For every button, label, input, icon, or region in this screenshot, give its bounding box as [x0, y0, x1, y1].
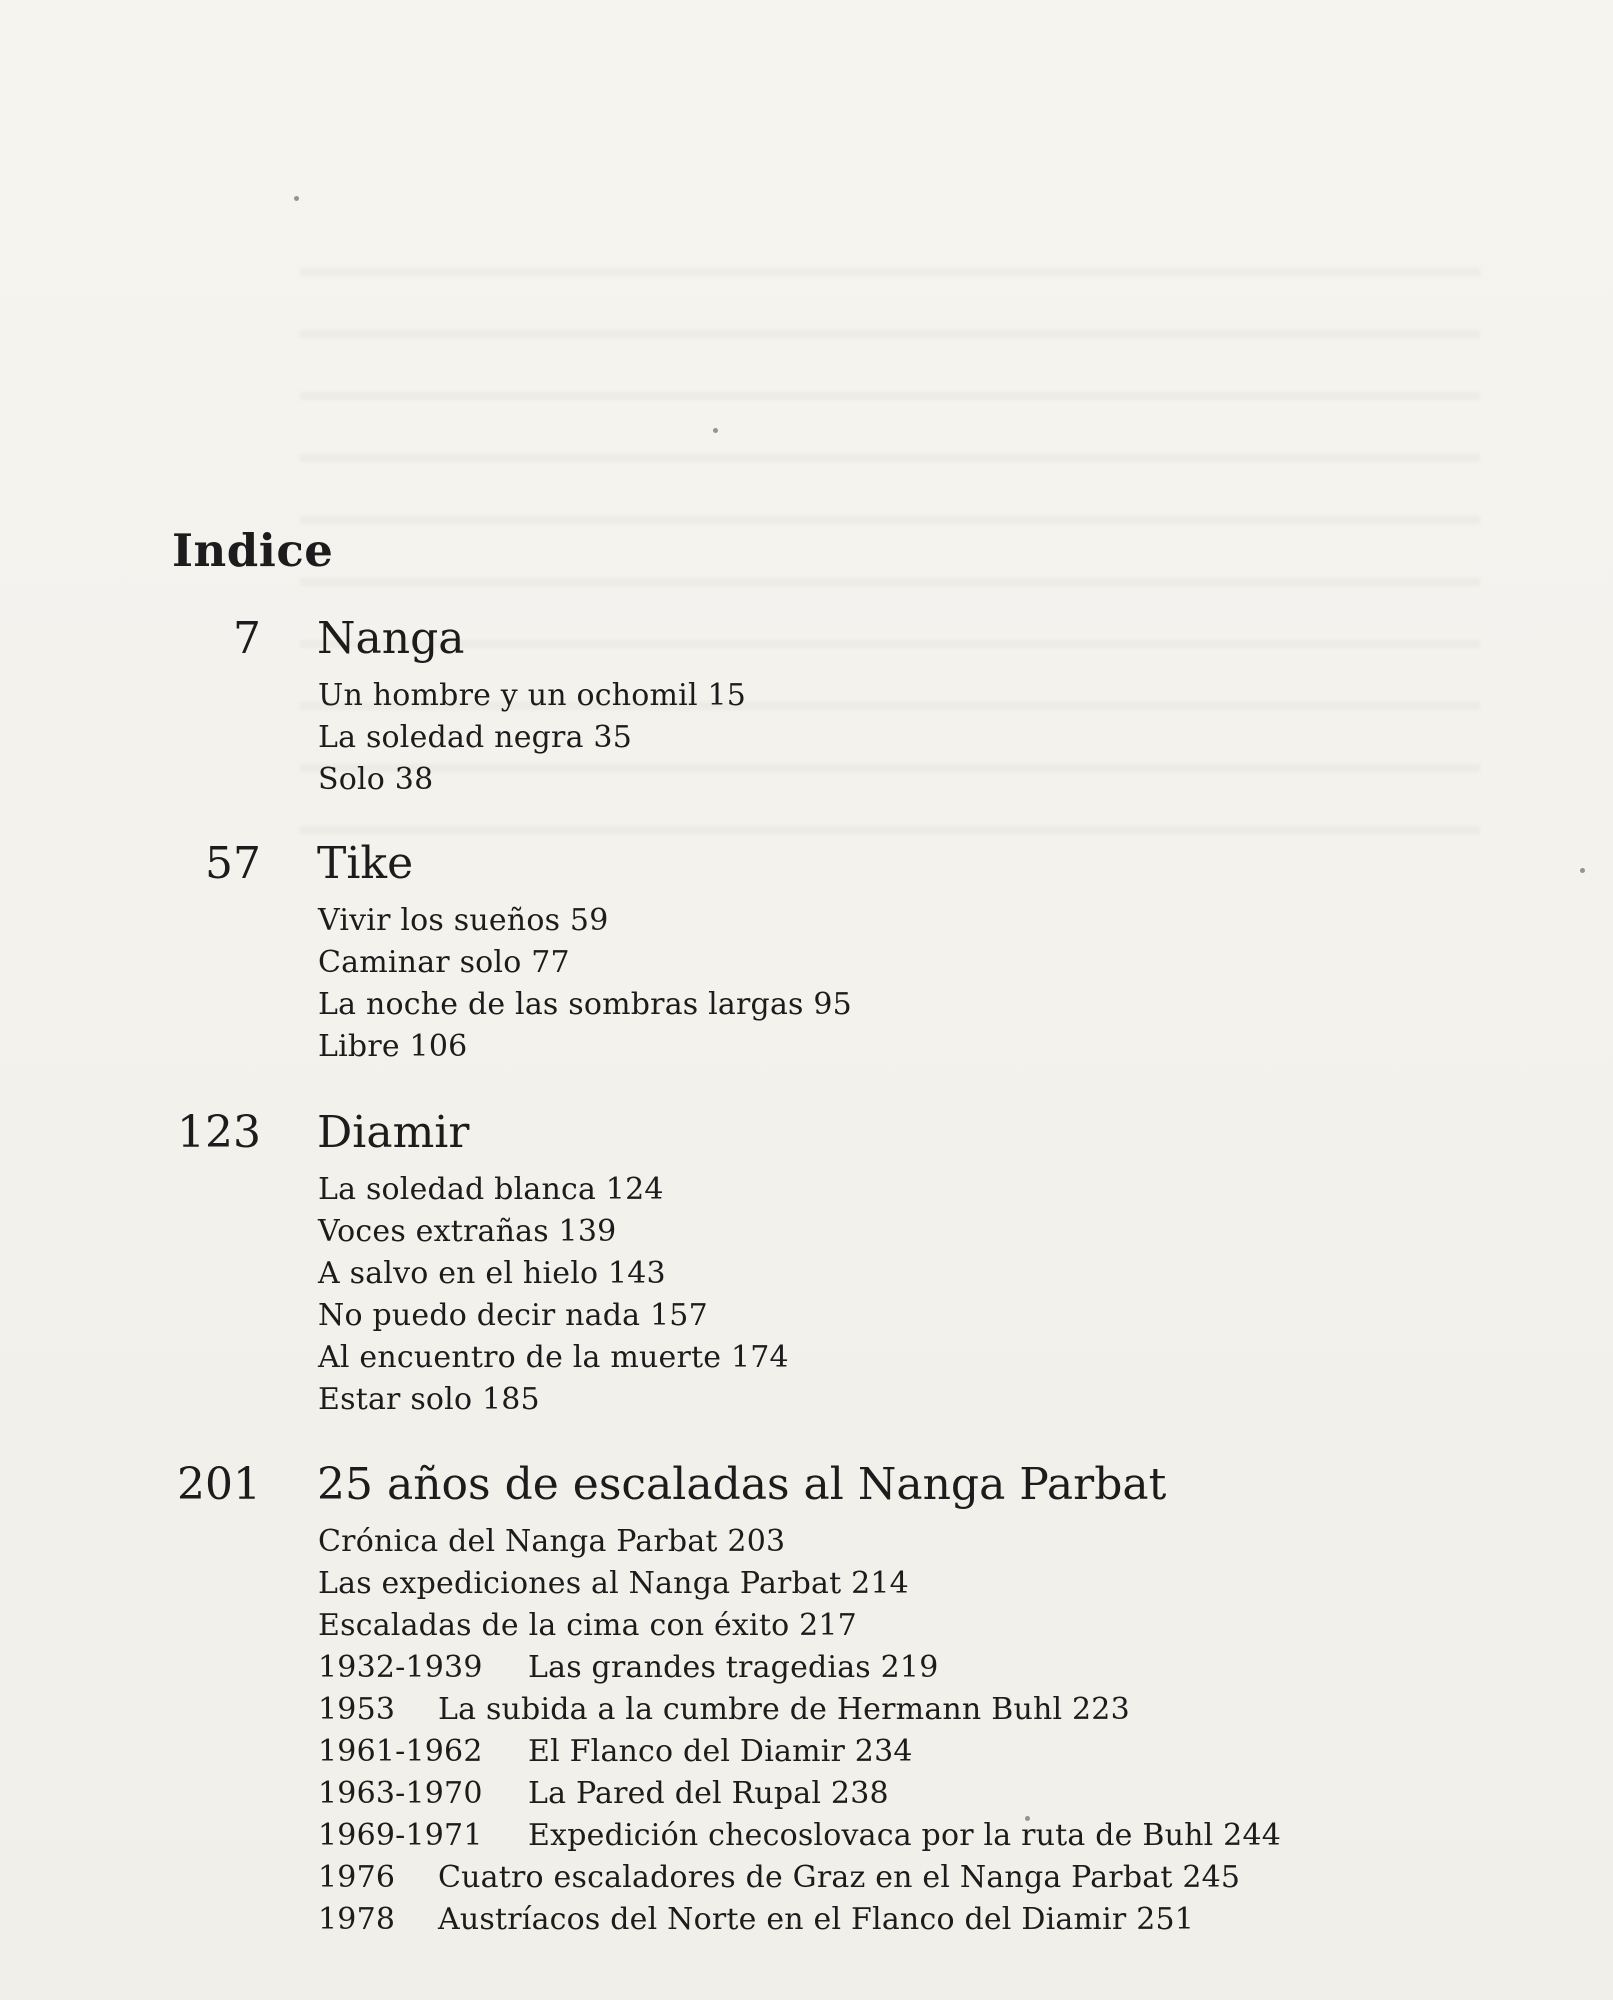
page-title: Indice	[172, 524, 334, 577]
entry-years: 1953	[318, 1692, 396, 1727]
entry-text: Crónica del Nanga Parbat 203	[318, 1524, 786, 1559]
entry-text: Austríacos del Norte en el Flanco del Diamir 251	[438, 1902, 1195, 1937]
toc-entry: La soledad negra 35	[318, 720, 632, 755]
entry-text: Las grandes tragedias 219	[528, 1650, 939, 1685]
entry-text: Las expediciones al Nanga Parbat 214	[318, 1566, 909, 1601]
entry-years: 1978	[318, 1902, 396, 1937]
speck	[1580, 868, 1585, 873]
chapter-title: Tike	[317, 838, 414, 889]
toc-entry: Voces extrañas 139	[318, 1214, 617, 1249]
entry-text: La Pared del Rupal 238	[528, 1776, 889, 1811]
chapter-page-number: 123	[177, 1107, 261, 1158]
toc-entry: A salvo en el hielo 143	[318, 1256, 666, 1291]
toc-entry	[318, 1647, 1281, 1689]
entry-text: La subida a la cumbre de Hermann Buhl 223	[438, 1692, 1130, 1727]
entry-years: 1963-1970	[318, 1776, 483, 1811]
toc-entry: La noche de las sombras largas 95	[318, 987, 852, 1022]
speck	[294, 196, 299, 201]
toc-entry: Solo 38	[318, 762, 434, 797]
toc-entry	[318, 1899, 1281, 1941]
toc-entry: No puedo decir nada 157	[318, 1298, 708, 1333]
chapter-page-number: 7	[233, 613, 261, 664]
toc-entry	[318, 1815, 1281, 1857]
toc-entry	[318, 1857, 1281, 1899]
entry-text: El Flanco del Diamir 234	[528, 1734, 913, 1769]
toc-entry: La soledad blanca 124	[318, 1172, 664, 1207]
toc-entry	[318, 1689, 1281, 1731]
entry-years: 1932-1939	[318, 1650, 483, 1685]
toc-entry: Un hombre y un ochomil 15	[318, 678, 747, 713]
toc-entry	[318, 1731, 1281, 1773]
toc-entry: Estar solo 185	[318, 1382, 540, 1417]
chapter-title: Diamir	[317, 1107, 470, 1158]
chapter-title: 25 años de escaladas al Nanga Parbat	[317, 1459, 1167, 1510]
chapter-page-number: 201	[177, 1459, 261, 1510]
chapter-page-number: 57	[205, 838, 261, 889]
toc-entry	[318, 1521, 1281, 1563]
toc-entry: Caminar solo 77	[318, 945, 570, 980]
entry-text: Cuatro escaladores de Graz en el Nanga Parbat 245	[438, 1860, 1241, 1895]
entry-list	[318, 675, 746, 801]
entry-list	[318, 1169, 789, 1421]
entry-years: 1961-1962	[318, 1734, 483, 1769]
chapter-title: Nanga	[317, 613, 465, 664]
entry-list	[318, 900, 852, 1068]
entry-text: Escaladas de la cima con éxito 217	[318, 1608, 857, 1643]
entry-years: 1969-1971	[318, 1818, 483, 1853]
toc-entry	[318, 1773, 1281, 1815]
toc-entry	[318, 1605, 1281, 1647]
toc-entry: Al encuentro de la muerte 174	[318, 1340, 789, 1375]
speck	[713, 428, 718, 433]
toc-entry: Vivir los sueños 59	[318, 903, 609, 938]
toc-entry	[318, 1563, 1281, 1605]
entry-list	[318, 1521, 1281, 1941]
entry-years: 1976	[318, 1860, 396, 1895]
entry-text: Expedición checoslovaca por la ruta de Buhl 244	[528, 1818, 1282, 1853]
toc-entry: Libre 106	[318, 1029, 468, 1064]
